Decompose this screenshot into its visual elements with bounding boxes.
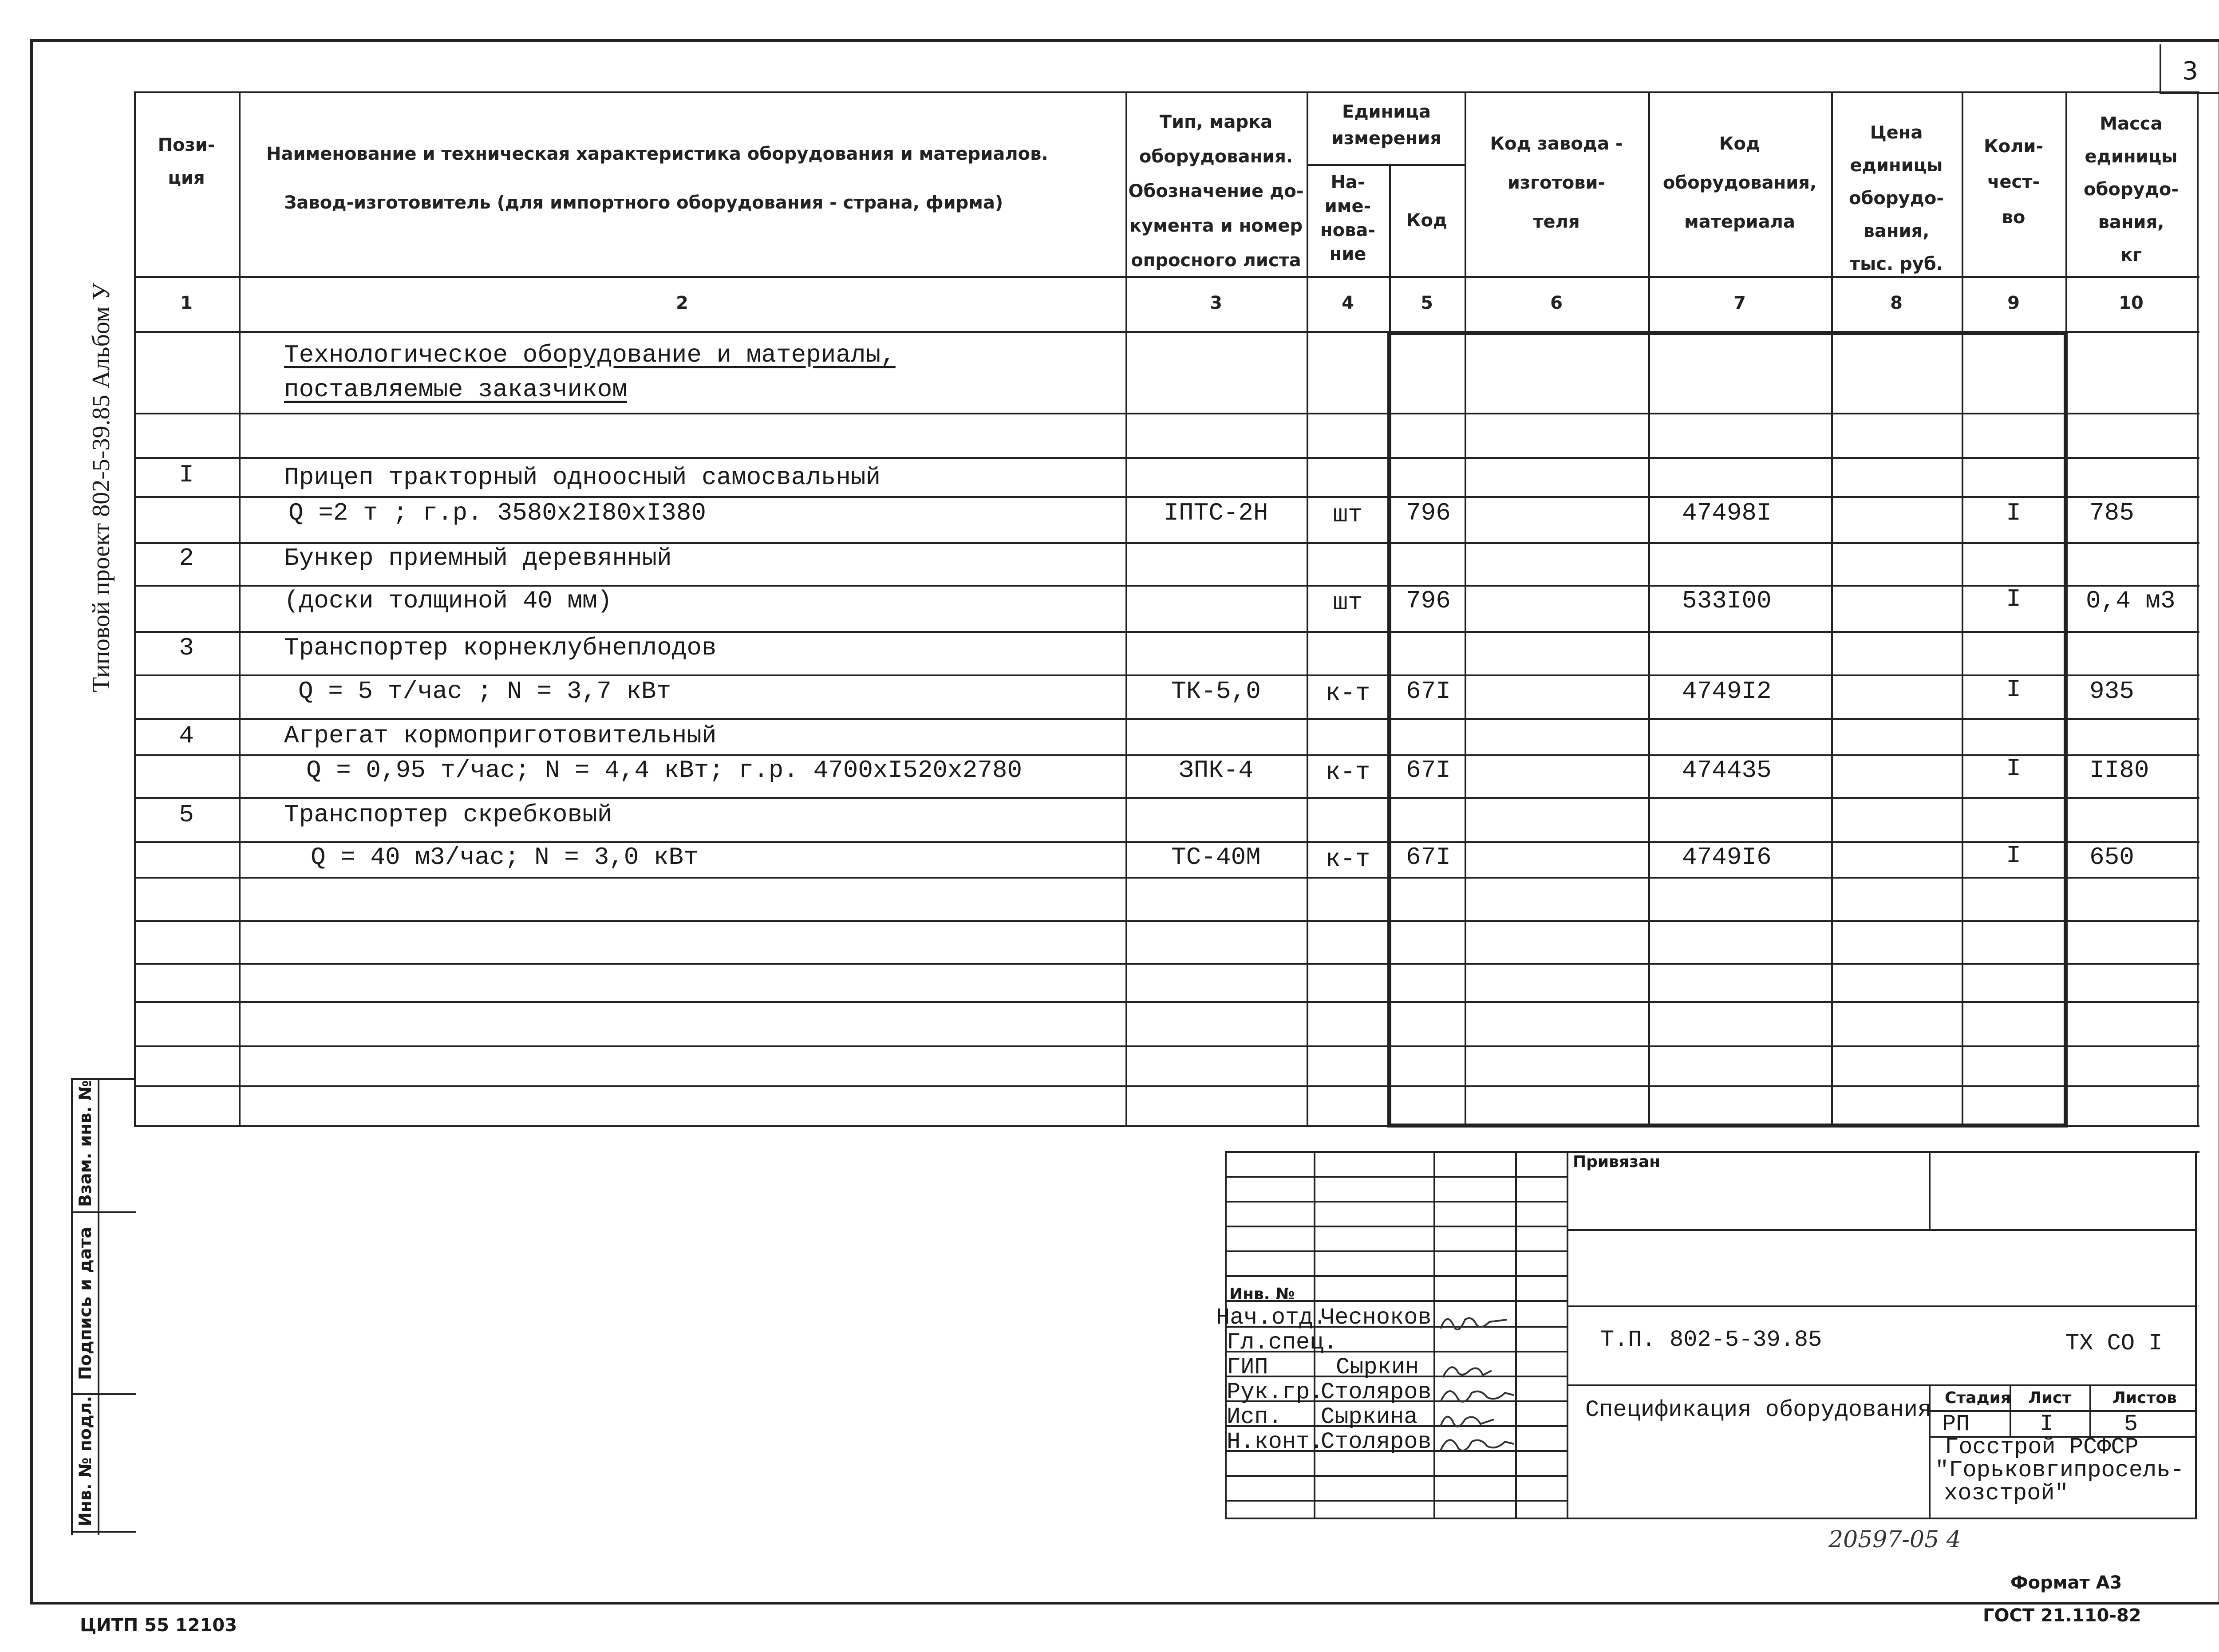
tb-role-2: Гл.спец. (1227, 1329, 1338, 1356)
header-quantity: Коли- чест- во (1983, 136, 2044, 228)
row5-position: 5 (179, 800, 194, 829)
tb-grid-line (1225, 1226, 1568, 1227)
table-row-line (134, 496, 2199, 498)
side-project-label: Типовой проект 802-5-39.85 Альбом У (87, 283, 115, 692)
colnum-9: 9 (2007, 293, 2020, 313)
tb-stage-label: Стадия (1945, 1389, 2011, 1407)
tb-grid-line (1225, 1176, 1568, 1178)
row2-name: Бункер приемный деревянный (284, 544, 672, 572)
tb-sheet-label: Лист (2028, 1389, 2072, 1407)
bottom-left-code: ЦИТП 55 12103 (80, 1615, 237, 1636)
thick-block-top (1387, 331, 2068, 335)
tb-sheets: 5 (2124, 1411, 2138, 1437)
row5-unit: к-т (1325, 845, 1370, 873)
tb-doc-title: Спецификация оборудования (1585, 1397, 1932, 1423)
tb-sheets-label: Листов (2112, 1389, 2177, 1407)
side-box-div-1 (71, 1211, 136, 1213)
row1-position: I (179, 461, 194, 489)
tb-project-code: Т.П. 802-5-39.85 (1600, 1327, 1822, 1353)
colnum-6: 6 (1550, 293, 1563, 313)
row5-spec: Q = 40 м3/час; N = 3,0 кВт (311, 843, 699, 871)
side-box-inner-line (98, 1078, 99, 1535)
tb-right (2195, 1151, 2197, 1519)
table-row-line (134, 457, 2199, 459)
table-row-line (134, 1045, 2199, 1047)
header-factory-code: Код завода - изготови- теля (1490, 134, 1623, 232)
tb-top (1225, 1151, 2199, 1153)
side-box-inv-podl: Инв. № подл. (75, 1396, 95, 1526)
thick-block-right (2064, 331, 2068, 1127)
row2-code: 796 (1406, 587, 1451, 615)
archive-number: 20597-05 4 (1828, 1526, 1961, 1553)
row1-spec: Q =2 т ; г.р. 3580х2I80хI380 (288, 499, 706, 527)
tb-v-privyazan (1929, 1151, 1931, 1229)
table-top-line (134, 91, 2199, 93)
sheet-number: 3 (2182, 57, 2198, 86)
table-bottom-line (134, 1125, 2199, 1127)
tb-stage: РП (1942, 1411, 1970, 1437)
table-row-line (134, 963, 2199, 965)
gost-label: ГОСТ 21.110-82 (1983, 1605, 2141, 1626)
side-box-bottom (71, 1531, 136, 1533)
table-row-line (134, 674, 2199, 676)
row1-mass: 785 (2089, 499, 2134, 527)
row2-position: 2 (179, 544, 194, 572)
row4-type: ЗПК-4 (1178, 756, 1254, 785)
section-title-line2: поставляемые заказчиком (284, 375, 627, 404)
side-box-podpis: Подпись и дата (75, 1226, 95, 1380)
row3-position: 3 (179, 634, 194, 662)
tb-code-bottom (1567, 1384, 2197, 1386)
row3-equipment-code: 4749I2 (1682, 677, 1772, 706)
colnum-10: 10 (2119, 293, 2144, 313)
row5-equipment-code: 4749I6 (1682, 843, 1772, 871)
tb-inv-no: Инв. № (1229, 1285, 1295, 1303)
row3-name: Транспортер корнеклубнеплодов (284, 634, 717, 662)
tb-name-5: Сыркина (1321, 1404, 1418, 1430)
tb-grid-line (1225, 1500, 1568, 1502)
row3-unit: к-т (1325, 679, 1370, 707)
col-line-6 (1648, 91, 1650, 1127)
tb-v-sheets (2089, 1384, 2091, 1436)
tb-privyazan: Привязан (1573, 1153, 1661, 1171)
tb-grid-line (1225, 1250, 1568, 1252)
row2-mass: 0,4 м3 (2086, 587, 2176, 615)
tb-name-6: Столяров (1321, 1429, 1432, 1455)
colnum-1: 1 (180, 293, 193, 313)
table-row-line (134, 413, 2199, 414)
side-box-vzam: Взам. инв. № (75, 1080, 95, 1207)
unit-group-line (1307, 164, 1466, 166)
row5-code: 67I (1406, 843, 1451, 871)
row1-code: 796 (1406, 499, 1451, 527)
row5-type: ТС-40М (1171, 843, 1261, 871)
signatures (1436, 1306, 1525, 1453)
row2-unit: шт (1333, 588, 1363, 617)
tb-bottom (1225, 1518, 2197, 1519)
tb-role-5: Исп. (1227, 1404, 1282, 1430)
row4-quantity: I (2006, 754, 2021, 783)
row2-equipment-code: 533I00 (1682, 587, 1772, 615)
colnum-7: 7 (1733, 293, 1746, 313)
row4-code: 67I (1406, 756, 1451, 785)
header-unit-code: Код (1406, 210, 1448, 231)
tb-code-top (1567, 1305, 2197, 1307)
tb-name-1: Чесноков (1321, 1305, 1432, 1331)
tb-v4 (1567, 1151, 1568, 1519)
row3-code: 67I (1406, 677, 1451, 706)
row3-mass: 935 (2089, 677, 2134, 706)
tb-org-line2: "Горьковгипросель- (1935, 1457, 2184, 1483)
colnum-2: 2 (676, 293, 688, 313)
col-line-1 (239, 91, 241, 1127)
colnum-3: 3 (1210, 293, 1222, 313)
tb-grid-line (1225, 1275, 1568, 1277)
table-row-line (134, 718, 2199, 720)
row1-unit: шт (1333, 501, 1363, 529)
row2-quantity: I (2006, 585, 2021, 613)
header-position: Пози- ция (158, 135, 215, 188)
col-line-0 (134, 91, 136, 1127)
tb-role-4: Рук.гр. (1227, 1379, 1324, 1405)
header-name-line1: Наименование и техническая характеристика оборудования и материалов. (266, 144, 1048, 164)
table-row-line (134, 797, 2199, 799)
thick-block-left (1387, 331, 1391, 1127)
col-line-5 (1465, 91, 1466, 1127)
tb-name-4: Столяров (1321, 1379, 1432, 1405)
tb-grid-line (1225, 1475, 1568, 1477)
colnum-4: 4 (1342, 293, 1354, 313)
header-unit-name: На- име- нова- ние (1320, 172, 1376, 264)
tb-grid-line (1225, 1201, 1568, 1203)
row1-name: Прицеп тракторный одноосный самосвальный (284, 463, 881, 492)
table-row-line (134, 1001, 2199, 1003)
row4-unit: к-т (1325, 758, 1370, 786)
row5-name: Транспортер скребковый (284, 800, 612, 829)
table-row-line (134, 631, 2199, 633)
row2-spec: (доски толщиной 40 мм) (284, 587, 612, 615)
row5-quantity: I (2006, 841, 2021, 870)
tb-v2 (1433, 1151, 1435, 1519)
table-row-line (134, 920, 2199, 922)
side-box-left-line (71, 1078, 73, 1535)
section-title-line1: Технологическое оборудование и материалы, (284, 341, 896, 369)
row4-spec: Q = 0,95 т/час; N = 4,4 кВт; г.р. 4700хI520х2780 (306, 756, 1023, 785)
row1-type: IПТС-2Н (1164, 499, 1268, 527)
row1-quantity: I (2006, 499, 2021, 527)
header-type: Тип, марка оборудования. Обозначение до- кумента и номер опросного листа (1128, 112, 1304, 271)
side-box-div-2 (71, 1393, 136, 1395)
row4-mass: II80 (2089, 756, 2149, 785)
row3-quantity: I (2006, 675, 2021, 704)
header-unit-group: Единица измерения (1331, 102, 1442, 149)
row3-type: ТК-5,0 (1171, 677, 1261, 706)
tb-role-6: Н.конт. (1227, 1429, 1324, 1455)
row4-equipment-code: 474435 (1682, 756, 1772, 785)
row1-equipment-code: 47498I (1682, 499, 1772, 527)
tb-role-1: Нач.отд. (1216, 1305, 1327, 1331)
col-line-10 (2197, 91, 2199, 1127)
colnum-8: 8 (1890, 293, 1903, 313)
row5-mass: 650 (2089, 843, 2134, 871)
tb-role-3: ГИП (1227, 1354, 1268, 1380)
header-mass: Масса единицы оборудо- вания, кг (2084, 114, 2179, 265)
tb-doc-code: ТХ СО I (2065, 1330, 2163, 1356)
header-name-line2: Завод-изготовитель (для импортного оборудования - страна, фирма) (284, 193, 1003, 213)
tb-privyazan-bottom (1567, 1229, 2197, 1231)
header-price: Цена единицы оборудо- вания, тыс. руб. (1849, 122, 1944, 274)
tb-org-line3: хозстрой" (1944, 1480, 2069, 1506)
row4-name: Агрегат кормоприготовительный (284, 722, 717, 750)
row4-position: 4 (179, 722, 194, 750)
colnum-5: 5 (1421, 293, 1433, 313)
table-row-line (134, 877, 2199, 879)
format-label: Формат А3 (2010, 1573, 2122, 1593)
row3-spec: Q = 5 т/час ; N = 3,7 кВт (298, 677, 671, 706)
tb-name-3: Сыркин (1336, 1354, 1419, 1380)
tb-org-line1: Госстрой РСФСР (1945, 1434, 2139, 1460)
table-row-line (134, 1085, 2199, 1087)
tb-sheet: I (2040, 1411, 2054, 1437)
header-equipment-code: Код оборудования, материала (1662, 134, 1817, 232)
